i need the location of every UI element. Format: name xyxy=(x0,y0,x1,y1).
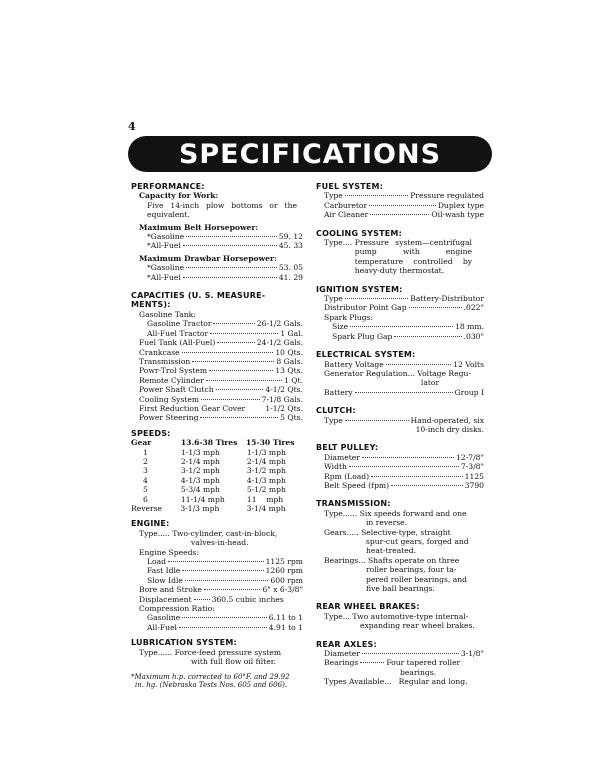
spec-row: *Gasoline 59. 12 xyxy=(147,232,303,242)
spec-row: Bearings Four tapered roller xyxy=(324,658,461,668)
brakes-type-cont: expanding rear wheel brakes. xyxy=(360,621,475,631)
table-row: 3 3-1/2 mph 3-1/2 mph xyxy=(143,466,286,476)
transmission-gears-cont: heat-treated. xyxy=(366,546,417,556)
table-row: 5 5-3/4 mph 5-1/2 mph xyxy=(143,485,286,495)
speeds-heading: SPEEDS: xyxy=(131,428,171,438)
spec-row: Battery Group I xyxy=(324,387,484,397)
spec-row: Cooling System 7-1/8 Gals. xyxy=(139,394,303,404)
speeds-col-gear: Gear xyxy=(131,438,152,448)
spec-row: Powr-Trol System 13 Qts. xyxy=(139,366,303,376)
table-row: 2 2-1/4 mph 2-1/4 mph xyxy=(143,456,286,466)
spec-row: *All-Fuel 45. 33 xyxy=(147,241,303,251)
capacity-heading: Capacity for Work: xyxy=(139,191,219,201)
gas-tank-label: Gasoline Tank: xyxy=(139,309,196,319)
ignition-heading: IGNITION SYSTEM: xyxy=(316,284,403,294)
spec-row: Carburetor Duplex type xyxy=(324,200,484,210)
spec-row: Rpm (Load) 1125 xyxy=(324,471,484,481)
spec-row: All-Fuel 4.91 to 1 xyxy=(147,622,303,632)
clutch-heading: CLUTCH: xyxy=(316,406,356,416)
spec-row: Slow Idle 600 rpm xyxy=(147,575,303,585)
compression-label: Compression Ratio: xyxy=(139,604,215,614)
spec-row: All-Fuel Tractor 1 Gal. xyxy=(147,328,303,338)
spec-row: Diameter 12-7/8" xyxy=(324,452,484,462)
regulation-cont: lator xyxy=(420,378,440,388)
table-row: 4 4-1/3 mph 4-1/3 mph xyxy=(143,475,286,485)
spec-row: Crankcase 10 Qts. xyxy=(139,347,303,357)
brakes-heading: REAR WHEEL BRAKES: xyxy=(316,602,420,612)
page-title: SPECIFICATIONS xyxy=(178,138,442,170)
spec-row: Transmission 8 Gals. xyxy=(139,356,303,366)
spec-row: Type Hand-operated, six xyxy=(324,415,484,425)
capacity-text: Five 14-inch plow bottoms or the equivalent. xyxy=(147,200,297,220)
right-column xyxy=(316,182,484,687)
spec-row: Bore and Stroke 6" x 6-3/8" xyxy=(139,585,303,595)
left-column xyxy=(131,182,303,690)
spec-row: *All-Fuel 41. 29 xyxy=(147,272,303,282)
spec-row: *Gasoline 53. 05 xyxy=(147,263,303,273)
lubrication-heading: LUBRICATION SYSTEM: xyxy=(131,638,237,648)
transmission-type-cont: in reverse. xyxy=(366,518,408,528)
spec-row: Remote Cylinder 1 Qt. xyxy=(139,375,303,385)
engine-type-cont: valves-in-head. xyxy=(191,538,249,548)
cooling-type: Type .... Pressure system—centrifugal pump with engine temperature controlled by heavy-duty thermostat. xyxy=(324,238,472,276)
performance-heading: PERFORMANCE: xyxy=(131,182,205,191)
transmission-type: Type...... Six speeds forward and one xyxy=(324,508,467,518)
spec-row: Power Shaft Clutch 4-1/2 Qts. xyxy=(139,385,303,395)
axles-types: Types Available... Regular and long. xyxy=(324,677,468,687)
spec-row: Load 1125 rpm xyxy=(147,557,303,567)
spec-row: First Reduction Gear Cover 1-1/2 Qts. xyxy=(139,403,303,413)
page-number: 4 xyxy=(128,120,136,133)
speeds-col-b: 15-30 Tires xyxy=(245,438,295,448)
lubrication-type: Type...... Force-feed pressure system xyxy=(139,647,282,657)
brakes-type: Type... Two automotive-type internal- xyxy=(324,611,469,621)
fuel-heading: FUEL SYSTEM: xyxy=(316,182,384,191)
spec-row: Generator Regulation ... Voltage Regu- xyxy=(324,368,471,378)
transmission-bearings-cont: roller bearings, four ta- xyxy=(366,565,457,575)
spec-row: Displacement 360.5 cubic inches xyxy=(139,594,284,604)
spec-row: Type Battery-Distributor xyxy=(324,294,484,304)
spec-row: Diameter 3-1/8" xyxy=(324,649,484,659)
spec-row: Fuel Tank (All-Fuel) 24-1/2 Gals. xyxy=(139,338,303,348)
spec-row: Type Pressure regulated xyxy=(324,191,484,201)
spec-row: Distributor Point Gap .022" xyxy=(324,303,484,313)
spec-row: Power Steering 5 Qts. xyxy=(139,413,303,423)
spec-row: Gasoline 6.11 to 1 xyxy=(147,613,303,623)
spec-row: Air Cleaner Oil-wash type xyxy=(324,210,484,220)
spec-row: Fast Idle 1260 rpm xyxy=(147,566,303,576)
page-title-banner xyxy=(128,136,492,172)
transmission-bearings: Bearings... Shafts operate on three xyxy=(324,555,460,565)
axles-bearings-cont: bearings. xyxy=(400,667,437,677)
table-row: Reverse 3-1/3 mph 3-1/4 mph xyxy=(131,504,286,513)
spec-row: Spark Plug Gap .030" xyxy=(332,331,484,341)
transmission-bearings-cont: five ball bearings. xyxy=(366,584,435,594)
belt-hp-heading: Maximum Belt Horsepower: xyxy=(139,222,259,232)
table-row: 6 11-1/4 mph 11 mph xyxy=(143,494,284,504)
cooling-heading: COOLING SYSTEM: xyxy=(316,228,402,238)
drawbar-hp-heading: Maximum Drawbar Horsepower: xyxy=(139,253,277,263)
engine-type: Type..... Two-cylinder, cast-in-block, xyxy=(139,528,278,538)
speeds-col-a: 13.6-38 Tires xyxy=(180,438,238,448)
engine-heading: ENGINE: xyxy=(131,519,170,529)
axles-heading: REAR AXLES: xyxy=(316,639,377,649)
electrical-heading: ELECTRICAL SYSTEM: xyxy=(316,350,416,360)
capacities-heading-cont: MENTS): xyxy=(131,300,171,310)
spec-row: Battery Voltage 12 Volts xyxy=(324,359,484,369)
lubrication-type-cont: with full flow oil filter. xyxy=(191,657,276,667)
speeds-header xyxy=(131,438,303,447)
clutch-cont: 10-inch dry disks. xyxy=(415,424,484,434)
transmission-gears-cont: spur-cut gears, forged and xyxy=(366,537,469,546)
spec-row: Belt Speed (fpm) 3790 xyxy=(324,480,484,490)
transmission-bearings-cont: pered roller bearings, and xyxy=(366,574,468,584)
belt-pulley-heading: BELT PULLEY: xyxy=(316,443,379,453)
transmission-gears: Gears..... Selective-type, straight xyxy=(324,527,451,537)
spec-row: Gasoline Tractor 26-1/2 Gals. xyxy=(147,319,303,329)
footnote: *Maximum h.p. corrected to 60°F. and 29.92 in. hg. (Nebraska Tests Nos. 605 and 606). xyxy=(131,672,290,690)
engine-speeds-label: Engine Speeds: xyxy=(139,547,199,557)
spec-row: Width 7-3/8" xyxy=(324,462,484,472)
capacities-heading: CAPACITIES (U. S. MEASURE- xyxy=(131,291,266,301)
table-row: 1 1-1/3 mph 1-1/3 mph xyxy=(143,447,286,457)
transmission-heading: TRANSMISSION: xyxy=(316,499,391,509)
spark-plugs-label: Spark Plugs: xyxy=(324,312,373,322)
spec-row: Size 18 mm. xyxy=(332,322,484,332)
